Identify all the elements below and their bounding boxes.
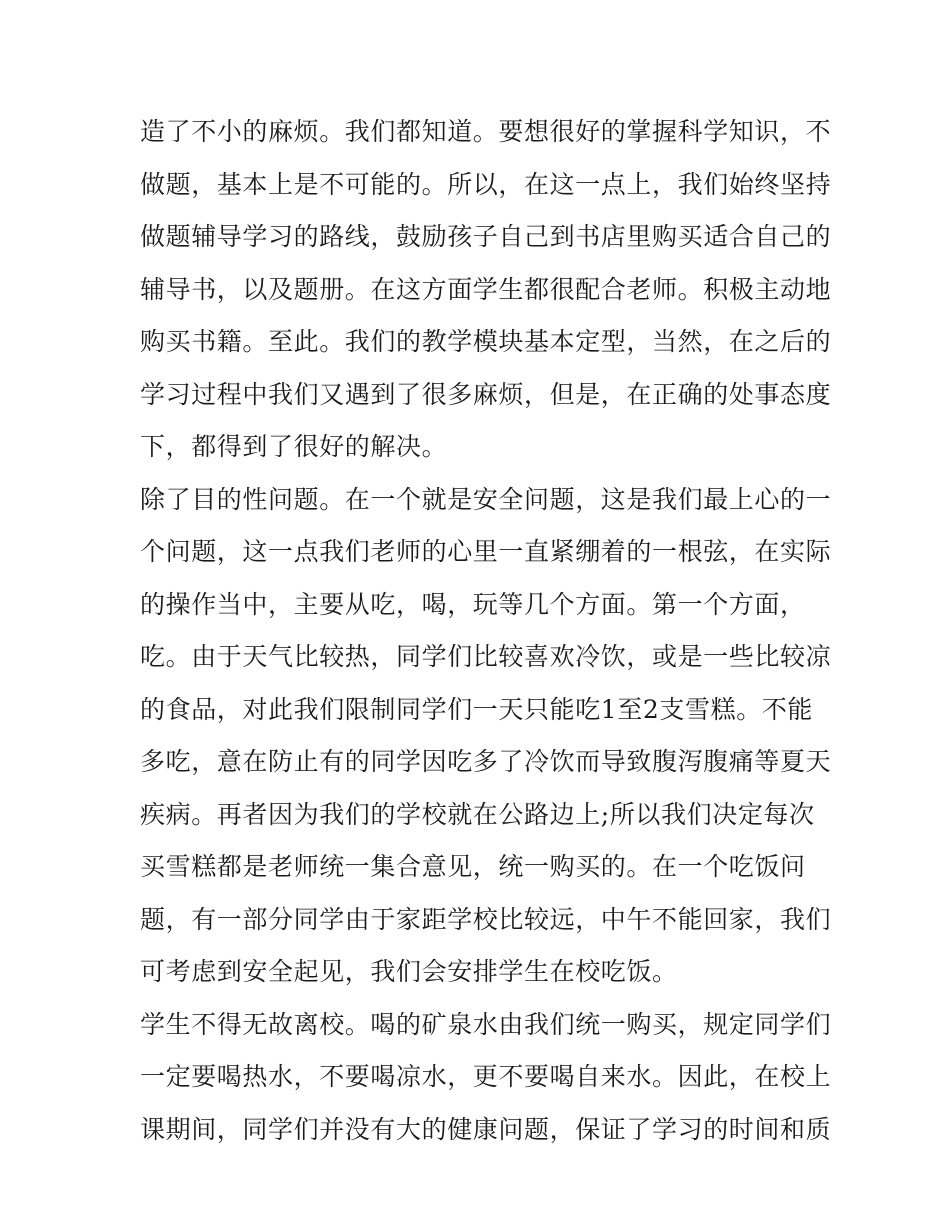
text-line: 造了不小的麻烦。我们都知道。要想很好的掌握科学知识，不 — [140, 117, 832, 146]
text-line: 的操作当中，主要从吃，喝，玩等几个方面。第一个方面， — [140, 589, 806, 619]
text-line: 的食品，对此我们限制同学们一天只能吃1至2支雪糕。不能 — [140, 694, 814, 724]
text-line: 可考虑到安全起见，我们会安排学生在校吃饭。 — [140, 957, 678, 986]
text-line: 辅导书，以及题册。在这方面学生都很配合老师。积极主动地 — [140, 274, 832, 304]
text-line: 课期间，同学们并没有大的健康问题，保证了学习的时间和质 — [140, 1114, 832, 1144]
text-line: 做题，基本上是不可能的。所以，在这一点上，我们始终坚持 — [140, 169, 832, 199]
text-line: 一定要喝热水，不要喝凉水，更不要喝自来水。因此，在校上 — [140, 1062, 832, 1091]
document-body — [140, 106, 832, 1156]
text-line: 除了目的性问题。在一个就是安全问题，这是我们最上心的一 — [140, 484, 832, 514]
text-line: 吃。由于天气比较热，同学们比较喜欢冷饮，或是一些比较凉 — [140, 642, 832, 671]
text-line: 做题辅导学习的路线，鼓励孩子自己到书店里购买适合自己的 — [140, 222, 832, 251]
text-line: 买雪糕都是老师统一集合意见，统一购买的。在一个吃饭问 — [140, 852, 806, 881]
text-line: 下，都得到了很好的解决。 — [140, 432, 448, 461]
text-line: 个问题，这一点我们老师的心里一直紧绷着的一根弦，在实际 — [140, 537, 832, 566]
text-line: 购买书籍。至此。我们的教学模块基本定型，当然，在之后的 — [140, 327, 832, 356]
text-line: 题，有一部分同学由于家距学校比较远，中午不能回家，我们 — [140, 904, 832, 934]
text-line: 学习过程中我们又遇到了很多麻烦，但是，在正确的处事态度 — [140, 379, 832, 409]
text-line: 多吃，意在防止有的同学因吃多了冷饮而导致腹泻腹痛等夏天 — [140, 747, 832, 776]
text-line: 学生不得无故离校。喝的矿泉水由我们统一购买，规定同学们 — [140, 1009, 832, 1039]
text-line: 疾病。再者因为我们的学校就在公路边上;所以我们决定每次 — [140, 799, 815, 829]
